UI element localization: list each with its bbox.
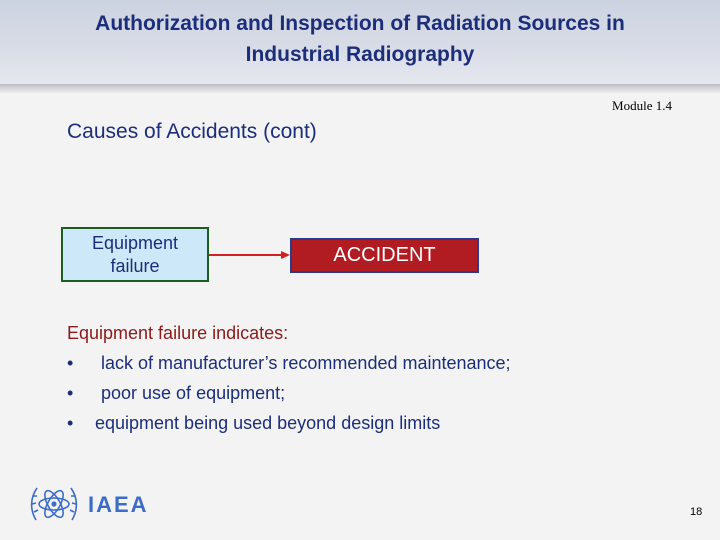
accident-label: ACCIDENT <box>333 244 436 266</box>
list-item-text: poor use of equipment; <box>101 383 286 403</box>
slide-title-line-2: Industrial Radiography <box>245 43 475 66</box>
explanation-intro: Equipment failure indicates: <box>67 323 289 343</box>
accident-box <box>290 238 479 273</box>
section-subtitle: Causes of Accidents (cont) <box>67 120 317 143</box>
iaea-logo <box>28 482 149 528</box>
bullet-marker: • <box>67 383 74 403</box>
bullet-marker: • <box>67 413 74 433</box>
slide-title-line-1: Authorization and Inspection of Radiation Sources in <box>95 12 625 35</box>
list-item-text: equipment being used beyond design limits <box>95 413 441 433</box>
slide-title <box>20 8 700 70</box>
iaea-wordmark: IAEA <box>88 492 149 517</box>
explanation-block <box>67 318 511 438</box>
list-item <box>67 348 511 378</box>
equipment-failure-line-2: failure <box>110 255 160 276</box>
un-emblem-icon <box>28 482 80 528</box>
module-label: Module 1.4 <box>612 98 672 113</box>
arrow-head <box>281 251 290 259</box>
equipment-failure-line-1: Equipment <box>91 232 179 253</box>
equipment-failure-box <box>61 227 209 282</box>
list-item <box>67 408 511 438</box>
bullet-marker: • <box>67 353 74 373</box>
page-number: 18 <box>690 506 703 518</box>
header-shadow <box>0 84 720 94</box>
cause-list <box>67 348 511 438</box>
list-item-text: lack of manufacturer’s recommended maintenance; <box>101 353 511 373</box>
cause-arrow <box>209 248 291 262</box>
list-item <box>67 378 511 408</box>
